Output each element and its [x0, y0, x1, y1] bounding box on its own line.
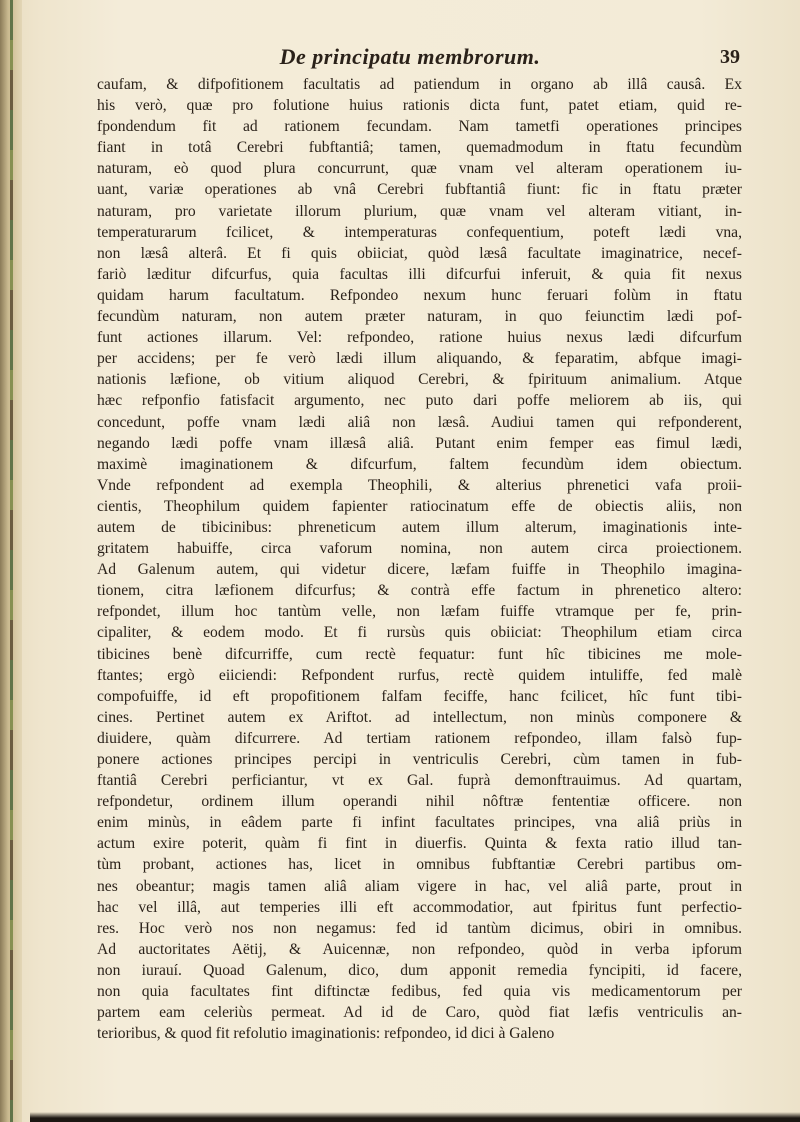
text-line: actum exire poterit, quàm fi fint in diuerfis. Quinta & fexta ratio illud tan-: [97, 835, 742, 853]
text-line: non læsâ alterâ. Et fi quis obiiciat, quòd læsâ facultate imaginatrice, necef-: [97, 244, 742, 262]
text-line: refpondet, illum hoc tantùm velle, non læfam fuiffe vtramque per fe, prin-: [97, 603, 742, 621]
running-head: De principatu membrorum.: [279, 44, 541, 69]
text-line: tùm probant, actiones has, licet in omnibus fubftantiæ Cerebri partibus om-: [97, 856, 742, 874]
text-line: his verò, quæ pro folutione huius rationis dicta funt, patet etiam, quid re-: [97, 97, 742, 115]
text-line: temperaturarum fcilicet, & intemperaturas confequentium, poteft lædi vna,: [97, 223, 742, 241]
binding-thread: [10, 0, 13, 1122]
text-line: hæc refponfio fatisfacit argumento, nec puto dari poffe meliorem ab iis, qui: [97, 392, 742, 410]
text-line: fpondendum fit ad rationem fecundam. Nam tametfi operationes principes: [97, 118, 742, 136]
text-line: per accidens; per fe verò lædi illum aliquando, & feparatim, abfque imagi-: [97, 350, 742, 368]
text-line: tionem, citra læfionem difcurfus; & contrà effe factum in phrenetico altero:: [97, 582, 742, 600]
text-line: compofuiffe, id eft propofitionem falfam feciffe, hanc fcilicet, hîc funt tibi-: [97, 687, 742, 705]
text-line: terioribus, & quod fit refolutio imaginationis: refpondeo, id dici à Galeno: [97, 1025, 555, 1043]
page-header: [60, 44, 740, 72]
text-line: ponere actiones principes percipi in ventriculis Cerebri, cùm tamen in fub-: [97, 751, 742, 768]
text-line: refpondetur, ordinem illum operandi nihil nôftræ fententiæ officere. non: [97, 793, 742, 811]
text-line: caufam, & difpofitionem facultatis ad patiendum in organo ab illâ causâ. Ex: [97, 76, 742, 93]
text-line: fariò læditur difcurfus, quia facultas illi difcurfui inferuit, & quia fit nexus: [97, 265, 742, 283]
body-text: [97, 74, 742, 1044]
text-line: diuidere, quàm difcurrere. Ad tertiam rationem refpondeo, illam falsò fup-: [97, 729, 742, 747]
text-line: res. Hoc verò nos non negamus: fed id tantùm dicimus, obiri in omnibus.: [97, 919, 742, 937]
page-number: 39: [720, 46, 740, 68]
text-line: ftantes; ergò eiiciendi: Refpondent rurfus, rectè quidem intuliffe, fed malè: [97, 666, 742, 684]
text-line: Ad auctoritates Aëtij, & Auicennæ, non refpondeo, quòd in verba ipforum: [97, 940, 742, 958]
text-line: hac vel illâ, aut temperies illi eft accommodatior, aut fpiritus funt perfectio-: [97, 898, 742, 916]
text-line: concedunt, poffe vnam lædi aliâ non læsâ. Audiui tamen qui refponderent,: [97, 413, 742, 431]
text-line: uant, variæ operationes ab vnâ Cerebri fubftantiâ fiunt: fic in ftatu præter: [97, 181, 742, 199]
text-line: fecundùm naturam, non autem præter naturam, in quo feiunctim lædi pof-: [97, 308, 742, 326]
text-line: non iurauí. Quoad Galenum, dico, dum apponit remedia fyncipiti, id facere,: [97, 961, 742, 979]
text-line: funt actiones illarum. Vel: refpondeo, ratione huius nexus lædi difcurfum: [97, 329, 742, 347]
text-line: cientis, Theophilum quidem fapienter ratiocinatum effe de obiectis aliis, non: [97, 497, 742, 515]
text-line: gritatem habuiffe, circa vaforum nomina, non autem circa proiectionem.: [97, 540, 742, 558]
text-line: Ad Galenum autem, qui videtur dicere, læfam fuiffe in Theophilo imagina-: [97, 561, 742, 579]
page-bottom-edge: [30, 1112, 800, 1122]
text-line: nationis læfione, ob vitium aliquod Cerebri, & fpirituum animalium. Atque: [97, 371, 742, 389]
text-line: negando lædi poffe vnam illæsâ aliâ. Putant enim femper eas fimul lædi,: [97, 434, 742, 452]
text-line: cipaliter, & eodem modo. Et fi rursùs quis obiiciat: Theophilum etiam circa: [97, 624, 742, 642]
text-line: fiant in totâ Cerebri fubftantiâ; tamen, quemadmodum in ftatu fecundùm: [97, 139, 742, 157]
text-line: non quia facultates fint diftinctæ fedibus, fed quia vis medicamentorum per: [97, 983, 742, 1001]
text-line: nes obeantur; magis tamen aliâ aliam vigere in hac, vel aliâ parte, prout in: [97, 877, 742, 895]
text-line: Vnde refpondent ad exempla Theophili, & alterius phrenetici vafa proii-: [97, 476, 742, 494]
text-line: naturam, eò quod plura concurrunt, quæ vnam vel alteram operationem iu-: [97, 160, 742, 178]
text-line: cines. Pertinet autem ex Ariftot. ad intellectum, non minùs componere &: [97, 708, 742, 726]
text-line: maximè imaginationem & difcurfum, faltem fecundùm idem obiectum.: [97, 455, 742, 473]
text-line: quidam harum facultatum. Refpondeo nexum hunc feruari folùm in ftatu: [97, 286, 742, 304]
text-line: ftantiâ Cerebri perficiantur, vt ex Gal. fuprà demonftrauimus. Ad quartam,: [97, 772, 742, 790]
text-line: autem de tibicinibus: phreneticum autem illum alterum, imaginationis inte-: [97, 518, 742, 536]
text-line: partem eam celeriùs permeat. Ad id de Caro, quòd fiat læfis ventriculis an-: [97, 1004, 742, 1022]
text-line: enim minùs, in eâdem parte fi infint facultates principes, vna aliâ priùs in: [97, 814, 742, 832]
text-line: naturam, pro varietate illorum plurium, quæ vnam vel alteram vitiant, in-: [97, 202, 742, 220]
text-line: tibicines benè difcurriffe, cum rectè fequatur: funt hîc tibicines me mole-: [97, 645, 742, 663]
